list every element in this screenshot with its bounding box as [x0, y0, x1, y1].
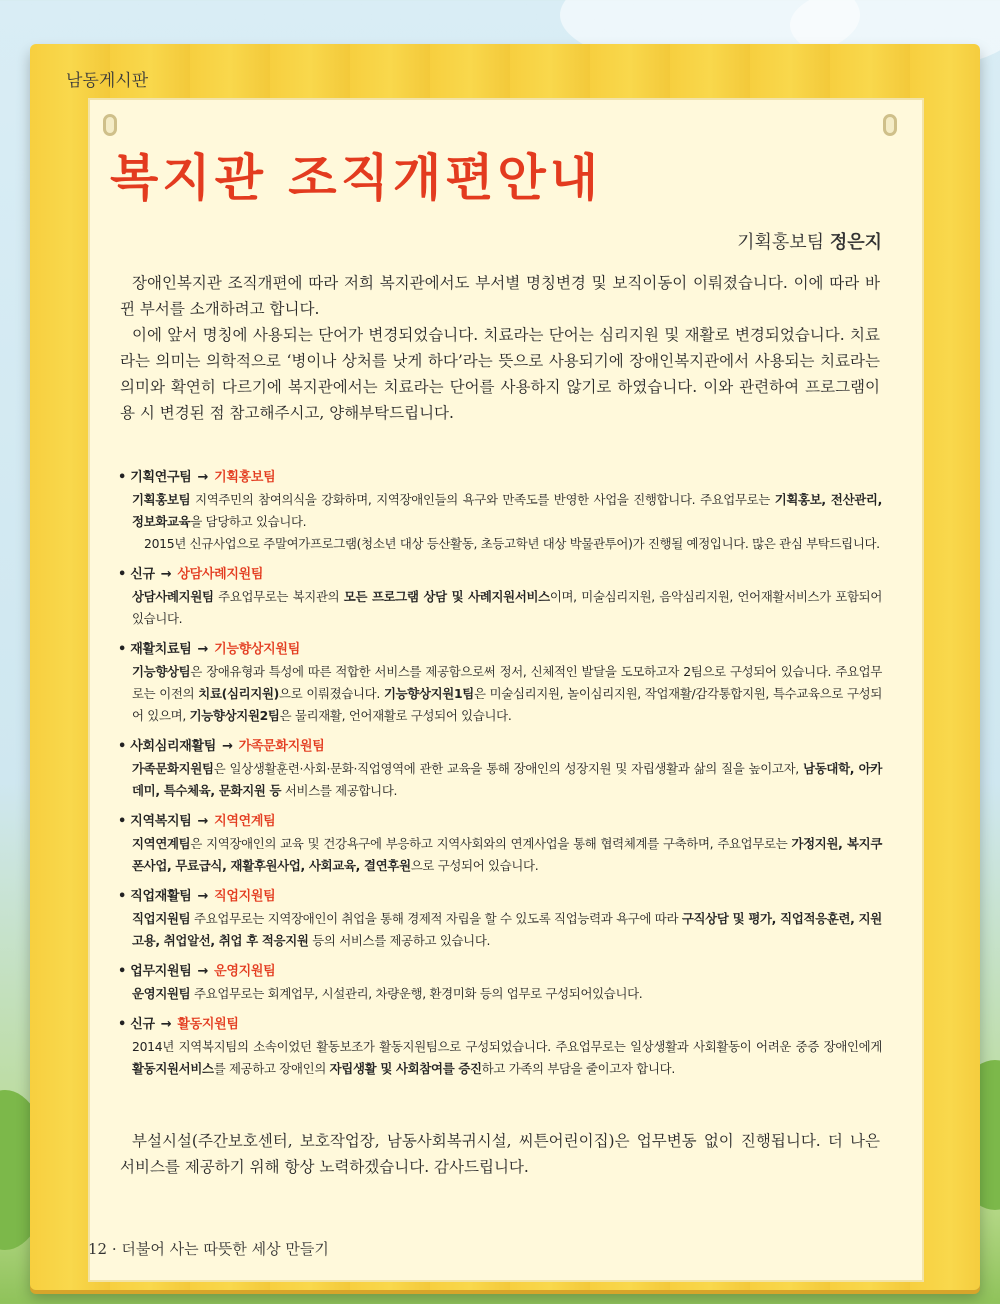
new-team-name: 지역연계팀: [214, 814, 276, 829]
department-heading: • 사회심리재활팀 → 가족문화지원팀: [118, 739, 325, 754]
body-text: 은 물리재활, 언어재활로 구성되어 있습니다.: [279, 708, 512, 723]
department-heading: • 신규 → 활동지원팀: [118, 1017, 239, 1032]
old-team-name: 신규: [130, 567, 155, 582]
old-team-name: 기획연구팀: [130, 470, 192, 485]
bold-text: 가족문화지원팀: [132, 761, 214, 776]
department-description: [118, 983, 882, 1005]
body-text: 은 미술심리지원, 놀이심리지원, 작업재활/감각통합지원, 특수교육으로 구성되어 있으며,: [132, 686, 882, 723]
section-label: 남동게시판: [66, 71, 149, 91]
department-description: [118, 586, 882, 630]
arrow-icon: →: [197, 470, 209, 485]
department-item: [118, 564, 882, 630]
body-text: 으로 구성되어 있습니다.: [410, 858, 539, 873]
old-team-name: 지역복지팀: [130, 814, 192, 829]
old-team-name: 업무지원팀: [130, 964, 192, 979]
old-team-name: 직업재활팀: [130, 889, 192, 904]
new-team-name: 기능향상지원팀: [214, 642, 300, 657]
body-text: 이며, 미술심리지원, 음악심리지원, 언어재활서비스가 포함되어 있습니다.: [132, 589, 883, 626]
page-title: 복지관 조직개편안내: [110, 149, 603, 207]
old-team-name: 재활치료팀: [130, 642, 192, 657]
bold-text: 모든 프로그램 상담 및 사례지원서비스: [343, 589, 550, 604]
new-team-name: 가족문화지원팀: [238, 739, 325, 754]
body-text: 하고 가족의 부담을 줄이고자 합니다.: [481, 1061, 675, 1076]
new-team-name: 활동지원팀: [177, 1017, 239, 1032]
department-description: [118, 833, 882, 877]
body-text: 은 지역장애인의 교육 및 건강욕구에 부응하고 지역사회와의 연계사업을 통해 협력체계를 구축하며, 주요업무로는: [190, 836, 792, 851]
old-team-name: 사회심리재활팀: [130, 739, 217, 754]
body-text: 주요업무로는 지역장애인이 취업을 통해 경제적 자립을 할 수 있도록 직업능력과 욕구에 따라: [190, 911, 682, 926]
arrow-icon: →: [222, 739, 233, 754]
body-text: 을 담당하고 있습니다.: [190, 514, 307, 529]
bold-text: 가정지원, 복지쿠폰사업, 무료급식, 재활후원사업, 사회교육, 결연후원: [132, 836, 883, 873]
author-name: 정은지: [829, 232, 882, 253]
intro-text: [120, 270, 880, 426]
old-team-name: 신규: [130, 1017, 155, 1032]
arrow-icon: →: [197, 964, 209, 979]
new-team-name: 운영지원팀: [214, 964, 276, 979]
new-team-name: 상담사례지원팀: [177, 567, 264, 582]
department-item: [118, 886, 882, 952]
body-text: 를 제공하고 장애인의: [213, 1061, 330, 1076]
bold-text: 자립생활 및 사회참여를 증진: [329, 1061, 482, 1076]
department-item: [118, 961, 882, 1005]
new-team-name: 기획홍보팀: [214, 470, 276, 485]
arrow-icon: →: [160, 1017, 172, 1032]
body-text: 2015년 신규사업으로 주말여가프로그램(청소년 대상 등산활동, 초등고학년 대상 박물관투어)가 진행될 예정입니다. 많은 관심 부탁드립니다.: [144, 536, 880, 551]
intro-paragraph: 장애인복지관 조직개편에 따라 저희 복지관에서도 부서별 명칭변경 및 보직이동이 이뤄졌습니다. 이에 따라 바뀐 부서를 소개하려고 합니다.: [120, 274, 880, 318]
department-list: [118, 467, 882, 1089]
pin-icon: [883, 114, 897, 136]
body-text: 지역주민의 참여의식을 강화하며, 지역장애인들의 욕구와 만족도를 반영한 사업을 진행합니다. 주요업무로는: [190, 492, 775, 507]
byline: [737, 228, 882, 254]
body-text: 2014년 지역복지팀의 소속이었던 활동보조가 활동지원팀으로 구성되었습니다. 주요업무로는 일상생활과 사회활동이 어려운 중증 장애인에게: [132, 1039, 882, 1054]
department-heading: • 신규 → 상담사례지원팀: [118, 567, 264, 582]
department-item: [118, 1014, 882, 1080]
bold-text: 운영지원팀: [132, 986, 191, 1001]
body-text: 서비스를 제공합니다.: [281, 783, 398, 798]
body-text: 등의 서비스를 제공하고 있습니다.: [308, 933, 491, 948]
department-heading: • 직업재활팀 → 직업지원팀: [118, 889, 276, 904]
bold-text: 기획홍보, 전산관리, 정보화교육: [132, 492, 882, 529]
department-heading: • 업무지원팀 → 운영지원팀: [118, 964, 276, 979]
arrow-icon: →: [197, 814, 209, 829]
new-team-name: 직업지원팀: [214, 889, 276, 904]
department-item: [118, 811, 882, 877]
closing-paragraph: 부설시설(주간보호센터, 보호작업장, 남동사회복귀시설, 씨튼어린이집)은 업무변동 없이 진행됩니다. 더 나은 서비스를 제공하기 위해 항상 노력하겠습니다. 감사드립니다.: [120, 1132, 880, 1176]
bold-text: 기능향상팀: [132, 664, 191, 679]
department-description: [118, 489, 882, 555]
arrow-icon: →: [160, 567, 172, 582]
bold-text: 직업지원팀: [132, 911, 191, 926]
department-heading: • 기획연구팀 → 기획홍보팀: [118, 470, 276, 485]
pin-icon: [103, 114, 117, 136]
department-description: [118, 661, 882, 727]
body-text: 주요업무로는 회계업무, 시설관리, 차량운행, 환경미화 등의 업무로 구성되어있습니다.: [190, 986, 643, 1001]
bold-text: 기능향상지원2팀: [189, 708, 280, 723]
department-item: [118, 467, 882, 555]
department-description: [118, 908, 882, 952]
bold-text: 상담사례지원팀: [132, 589, 214, 604]
intro-paragraph: 이에 앞서 명칭에 사용되는 단어가 변경되었습니다. 치료라는 단어는 심리지원 및 재활로 변경되었습니다. 치료라는 의미는 의학적으로 ‘병이나 상처를 낫게 하다’라는 뜻으로 사용되기에 장애인복지관에서 사용되는 치료라는 의미와 확연히 다르기에 복지관에서는 치료라는 단어를 사용하지 않기로 하였습니다. 이와 관련하여 프로그램이용 시 변경된 점 참고해주시고, 양해부탁드립니다.: [120, 326, 880, 422]
arrow-icon: →: [197, 889, 209, 904]
department-item: [118, 639, 882, 727]
department-item: [118, 736, 882, 802]
bold-text: 지역연계팀: [132, 836, 191, 851]
body-text: 으로 이뤄졌습니다.: [279, 686, 384, 701]
department-description: [118, 1036, 882, 1080]
arrow-icon: →: [197, 642, 209, 657]
department-heading: • 지역복지팀 → 지역연계팀: [118, 814, 276, 829]
body-text: 주요업무로는 복지관의: [213, 589, 344, 604]
bold-text: 기능향상지원1팀: [383, 686, 474, 701]
department-description: [118, 758, 882, 802]
body-text: 은 일상생활훈련·사회·문화·직업영역에 관한 교육을 통해 장애인의 성장지원 및 자립생활과 삶의 질을 높이고자,: [213, 761, 804, 776]
bold-text: 구직상담 및 평가, 직업적응훈련, 지원고용, 취업알선, 취업 후 적응지원: [132, 911, 882, 948]
bold-text: 치료(심리지원): [198, 686, 280, 701]
bold-text: 기획홍보팀: [132, 492, 191, 507]
bold-text: 활동지원서비스: [132, 1061, 214, 1076]
department-heading: • 재활치료팀 → 기능향상지원팀: [118, 642, 300, 657]
page-footer: 12 · 더불어 사는 따뜻한 세상 만들기: [88, 1240, 329, 1258]
body-text: 은 장애유형과 특성에 따른 적합한 서비스를 제공함으로써 정서, 신체적인 발달을 도모하고자 2팀으로 구성되어 있습니다. 주요업무로는 이전의: [132, 664, 882, 701]
bold-text: 남동대학, 아카데미, 특수체육, 문화지원 등: [132, 761, 883, 798]
author-team: 기획홍보팀: [737, 232, 825, 253]
